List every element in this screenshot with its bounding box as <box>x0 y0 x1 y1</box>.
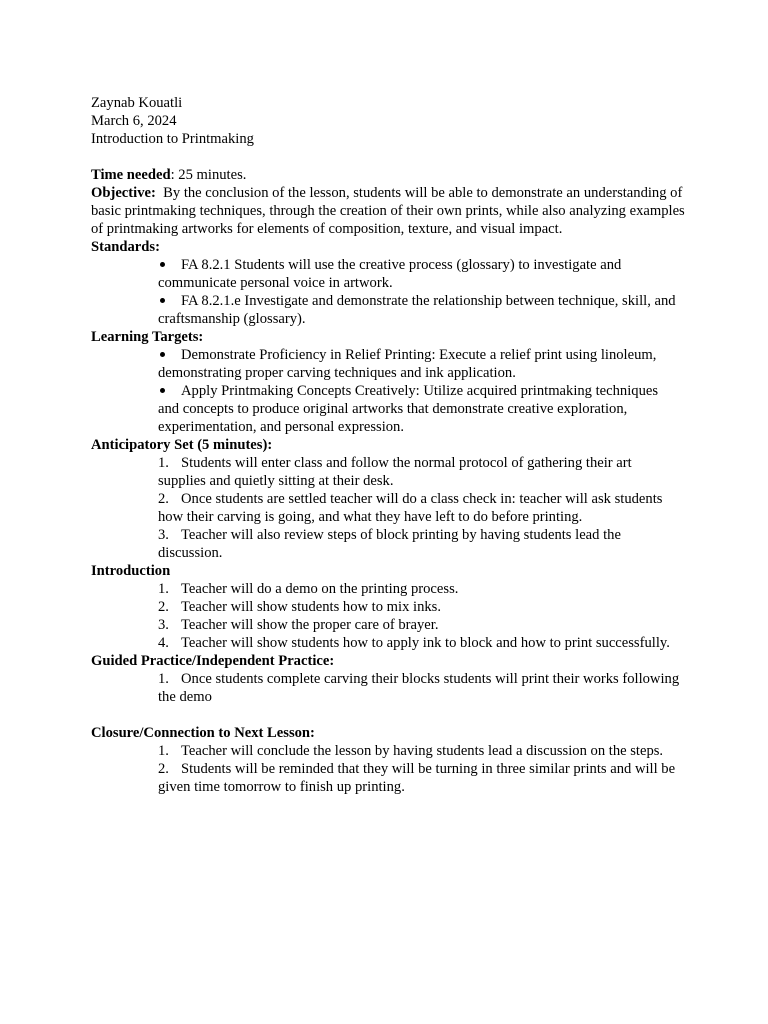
item-text: Students will enter class and follow the normal protocol of gathering their art supplies and quietly sitting at their desk. <box>158 455 632 489</box>
item-text: Teacher will show students how to mix inks. <box>181 599 442 615</box>
anticipatory-set-item <box>158 490 681 526</box>
bullet-icon <box>158 256 181 274</box>
introduction-item <box>158 634 681 652</box>
item-text: Once students are settled teacher will do a class check in: teacher will ask students how their carving is going, and what they have left to do before printing. <box>158 491 663 525</box>
item-text: Students will be reminded that they will be turning in three similar prints and will be given time tomorrow to finish up printing. <box>158 761 676 795</box>
standards-item <box>158 256 681 292</box>
item-number: 1. <box>158 581 169 597</box>
anticipatory-set-item <box>158 526 681 562</box>
item-text: Teacher will do a demo on the printing process. <box>181 581 459 597</box>
learning-target-text: Demonstrate Proficiency in Relief Printing: Execute a relief print using linoleum, demonstrating proper carving techniques and ink application. <box>158 347 657 381</box>
anticipatory-set-item <box>158 454 681 490</box>
item-number: 2. <box>158 761 169 777</box>
closure-item <box>158 742 681 760</box>
objective-label: Objective: <box>91 185 156 201</box>
introduction-item <box>158 598 681 616</box>
introduction-list <box>158 580 681 652</box>
bullet-icon <box>158 346 181 364</box>
standards-list <box>158 256 681 328</box>
standards-item-text: FA 8.2.1.e Investigate and demonstrate the relationship between technique, skill, and craftsmanship (glossary). <box>158 293 676 327</box>
learning-target-item <box>158 346 681 382</box>
objective <box>91 184 691 238</box>
guided-practice-list <box>158 670 681 706</box>
standards-heading: Standards: <box>91 239 160 255</box>
item-text: Once students complete carving their blocks students will print their works following the demo <box>158 671 680 705</box>
standards-item-text: FA 8.2.1 Students will use the creative process (glossary) to investigate and communicate personal voice in artwork. <box>158 257 622 291</box>
guided-practice-heading: Guided Practice/Independent Practice: <box>91 653 335 669</box>
learning-targets-list <box>158 346 681 436</box>
item-number: 4. <box>158 635 169 651</box>
introduction-item <box>158 580 681 598</box>
author-name: Zaynab Kouatli <box>91 95 183 111</box>
introduction-item <box>158 616 681 634</box>
bullet-icon <box>158 382 181 400</box>
item-number: 2. <box>158 599 169 615</box>
item-number: 1. <box>158 671 169 687</box>
learning-target-item <box>158 382 681 436</box>
objective-text: By the conclusion of the lesson, students will be able to demonstrate an understanding of basic printmaking techniques, through the creation of their own prints, while also analyzing examples of printmaking artworks for elements of composition, texture, and visual impact. <box>91 185 689 237</box>
closure-heading: Closure/Connection to Next Lesson: <box>91 725 315 741</box>
standards-item <box>158 292 681 328</box>
item-number: 3. <box>158 617 169 633</box>
item-text: Teacher will also review steps of block printing by having students lead the discussion. <box>158 527 621 561</box>
time-needed-value: : 25 minutes. <box>170 167 247 183</box>
item-text: Teacher will show the proper care of brayer. <box>181 617 439 633</box>
item-text: Teacher will show students how to apply ink to block and how to print successfully. <box>181 635 670 651</box>
document-date: March 6, 2024 <box>91 113 177 129</box>
item-number: 1. <box>158 455 169 471</box>
spacer <box>91 148 691 166</box>
guided-practice-item <box>158 670 681 706</box>
time-needed <box>91 166 691 184</box>
anticipatory-set-heading: Anticipatory Set (5 minutes): <box>91 437 273 453</box>
learning-targets-heading: Learning Targets: <box>91 329 204 345</box>
item-text: Teacher will conclude the lesson by having students lead a discussion on the steps. <box>181 743 664 759</box>
item-number: 2. <box>158 491 169 507</box>
learning-target-text: Apply Printmaking Concepts Creatively: Utilize acquired printmaking techniques and concepts to produce original artworks that demonstrate creative exploration, experimentation, and personal expression. <box>158 383 659 435</box>
closure-list <box>158 742 681 796</box>
item-number: 3. <box>158 527 169 543</box>
document-title: Introduction to Printmaking <box>91 131 254 147</box>
item-number: 1. <box>158 743 169 759</box>
lesson-plan-document <box>91 94 691 796</box>
introduction-heading: Introduction <box>91 563 171 579</box>
time-needed-label: Time needed <box>91 167 171 183</box>
anticipatory-set-list <box>158 454 681 562</box>
bullet-icon <box>158 292 181 310</box>
closure-item <box>158 760 681 796</box>
